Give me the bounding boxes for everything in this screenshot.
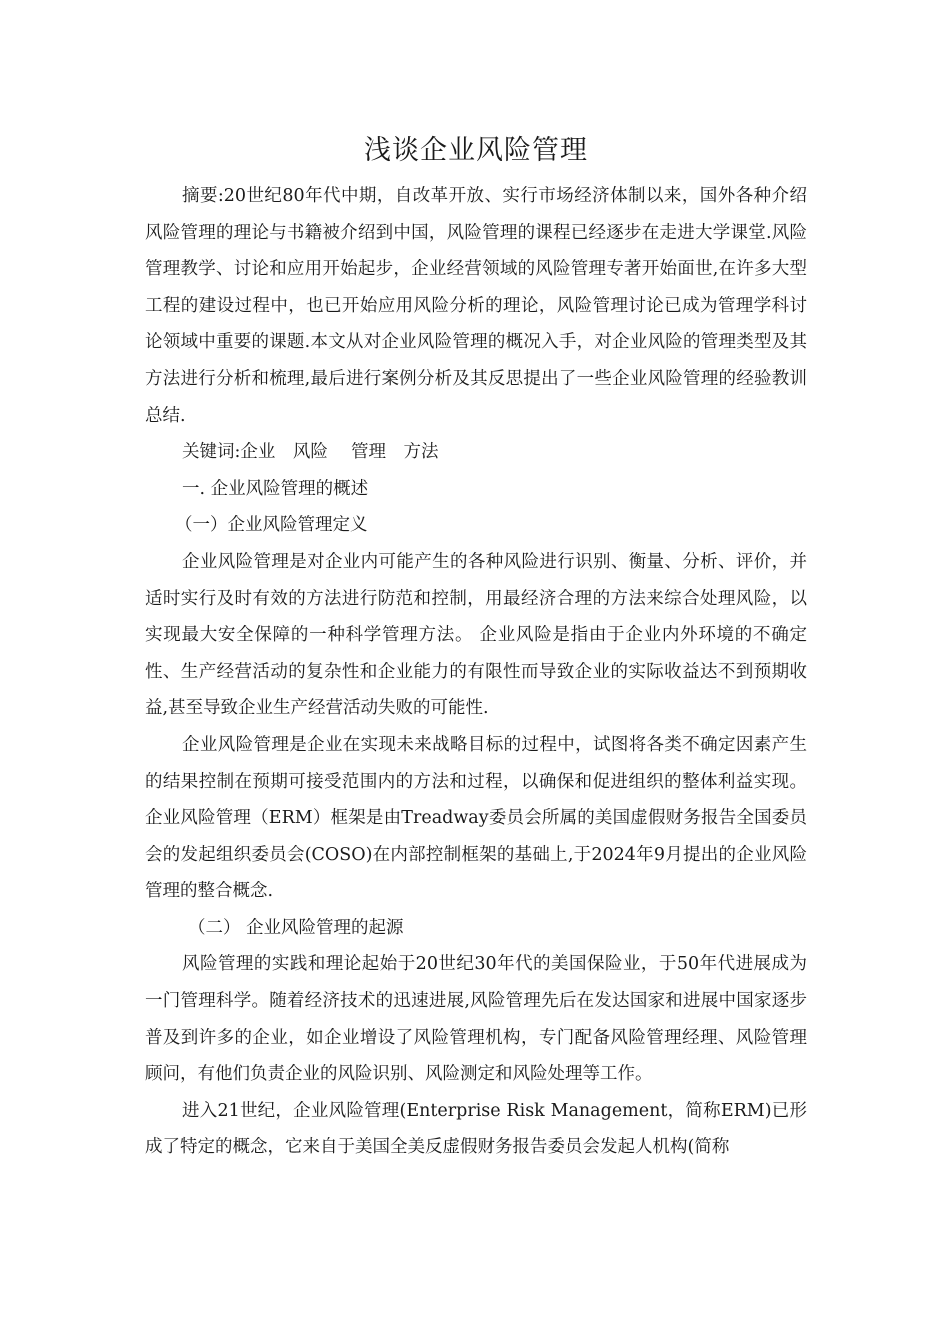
document-page [145,128,807,1166]
abstract-paragraph: 摘要:20世纪80年代中期，自改革开放、实行市场经济体制以来，国外各种介绍风险管理的理论与书籍被介绍到中国，风险管理的课程已经逐步在走进大学课堂.风险管理教学、讨论和应用开始起步，企业经营领域的风险管理专著开始面世,在许多大型工程的建设过程中，也已开始应用风险分析的理论，风险管理讨论已成为管理学科讨论领域中重要的课题.本文从对企业风险管理的概况入手，对企业风险的管理类型及其方法进行分析和梳理,最后进行案例分析及其反思提出了一些企业风险管理的经验教训总结. [145,186,807,426]
subsection-heading-origin: （二） 企业风险管理的起源 [188,917,404,938]
definition-paragraph-1: 企业风险管理是对企业内可能产生的各种风险进行识别、衡量、分析、评价，并适时实行及时有效的方法进行防范和控制，用最经济合理的方法来综合处理风险，以实现最大安全保障的一种科学管理方法。 企业风险是指由于企业内外环境的不确定性、生产经营活动的复杂性和企业能力的有限性而导致企业的实际收益达不到预期收益,甚至导致企业生产经营活动失败的可能性. [145,551,807,719]
origin-paragraph-2: 进入21世纪，企业风险管理(Enterprise Risk Management，简称ERM)已形成了特定的概念，它来自于美国全美反虚假财务报告委员会发起人机构(简称 [145,1100,807,1158]
subsection-heading-definition: （一）企业风险管理定义 [175,515,368,536]
section-heading-overview: 一. 企业风险管理的概述 [182,478,369,499]
definition-paragraph-2: 企业风险管理是企业在实现未来战略目标的过程中，试图将各类不确定因素产生的结果控制在预期可接受范围内的方法和过程，以确保和促进组织的整体利益实现。企业风险管理（ERM）框架是由Treadway委员会所属的美国虚假财务报告全国委员会的发起组织委员会(COSO)在内部控制框架的基础上,于2024年9月提出的企业风险管理的整合概念. [145,734,807,902]
document-title: 浅谈企业风险管理 [364,135,588,166]
keywords-line: 关键词:企业 风险 管理 方法 [182,442,439,463]
origin-paragraph-1: 风险管理的实践和理论起始于20世纪30年代的美国保险业，于50年代进展成为一门管理科学。随着经济技术的迅速进展,风险管理先后在发达国家和进展中国家逐步普及到许多的企业，如企业增设了风险管理机构，专门配备风险管理经理、风险管理顾问，有他们负责企业的风险识别、风险测定和风险处理等工作。 [145,954,807,1085]
